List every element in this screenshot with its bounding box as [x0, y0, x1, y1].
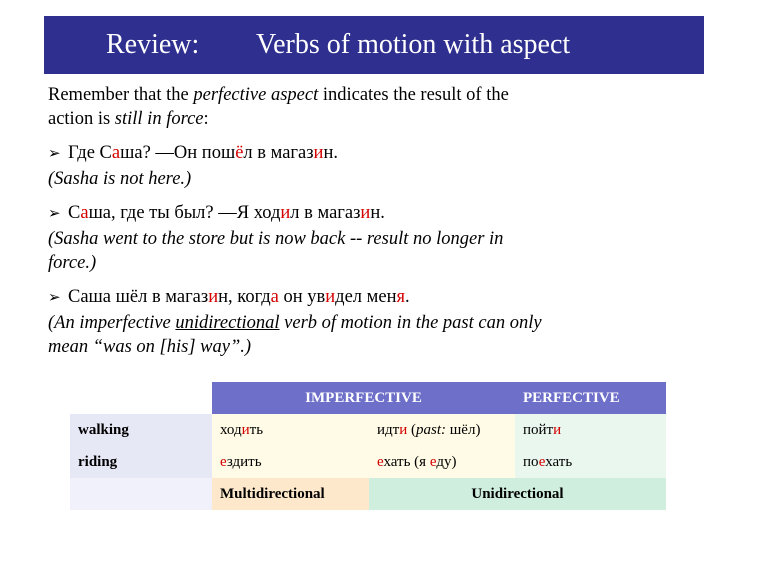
intro-line-1: Remember that the perfective aspect indicates the result of the: [48, 85, 509, 105]
header-imperfective: IMPERFECTIVE: [212, 382, 515, 414]
cell-riding-uni: ехать (я еду): [369, 446, 515, 478]
cell-walking-uni: идти (past: шёл): [369, 414, 515, 446]
title-right: Verbs of motion with aspect: [256, 29, 571, 60]
cell-riding-multi: ездить: [212, 446, 369, 478]
bullet-arrow-icon: ➢: [48, 288, 61, 306]
example-1-english: (Sasha is not here.): [48, 169, 192, 189]
example-2-russian: ➢ Саша, где ты был? ―Я ходил в магазин.: [48, 203, 385, 223]
cell-walking-multi: ходить: [212, 414, 369, 446]
footer-multidirectional: Multidirectional: [212, 478, 369, 510]
title-left: Review:: [106, 29, 200, 60]
bullet-arrow-icon: ➢: [48, 204, 61, 222]
example-2-english-2: force.): [48, 253, 97, 273]
row-label-empty: [70, 478, 212, 510]
header-perfective: PERFECTIVE: [515, 382, 666, 414]
slide-title: [44, 16, 704, 74]
footer-unidirectional: Unidirectional: [369, 478, 666, 510]
row-label-walking: walking: [70, 414, 212, 446]
example-1-russian: ➢ Где Саша? ―Он пошёл в магазин.: [48, 143, 338, 163]
cell-riding-perf: поехать: [515, 446, 666, 478]
example-3-english-2: mean “was on [his] way”.): [48, 337, 252, 357]
bullet-arrow-icon: ➢: [48, 144, 61, 162]
example-3-russian: ➢ Саша шёл в магазин, когда он увидел меня.: [48, 287, 410, 307]
row-label-riding: riding: [70, 446, 212, 478]
intro-line-2: action is still in force:: [48, 109, 209, 129]
example-2-english-1: (Sasha went to the store but is now back -- result no longer in: [48, 229, 504, 249]
example-3-english-1: (An imperfective unidirectional verb of motion in the past can only: [48, 313, 542, 333]
cell-walking-perf: пойти: [515, 414, 666, 446]
